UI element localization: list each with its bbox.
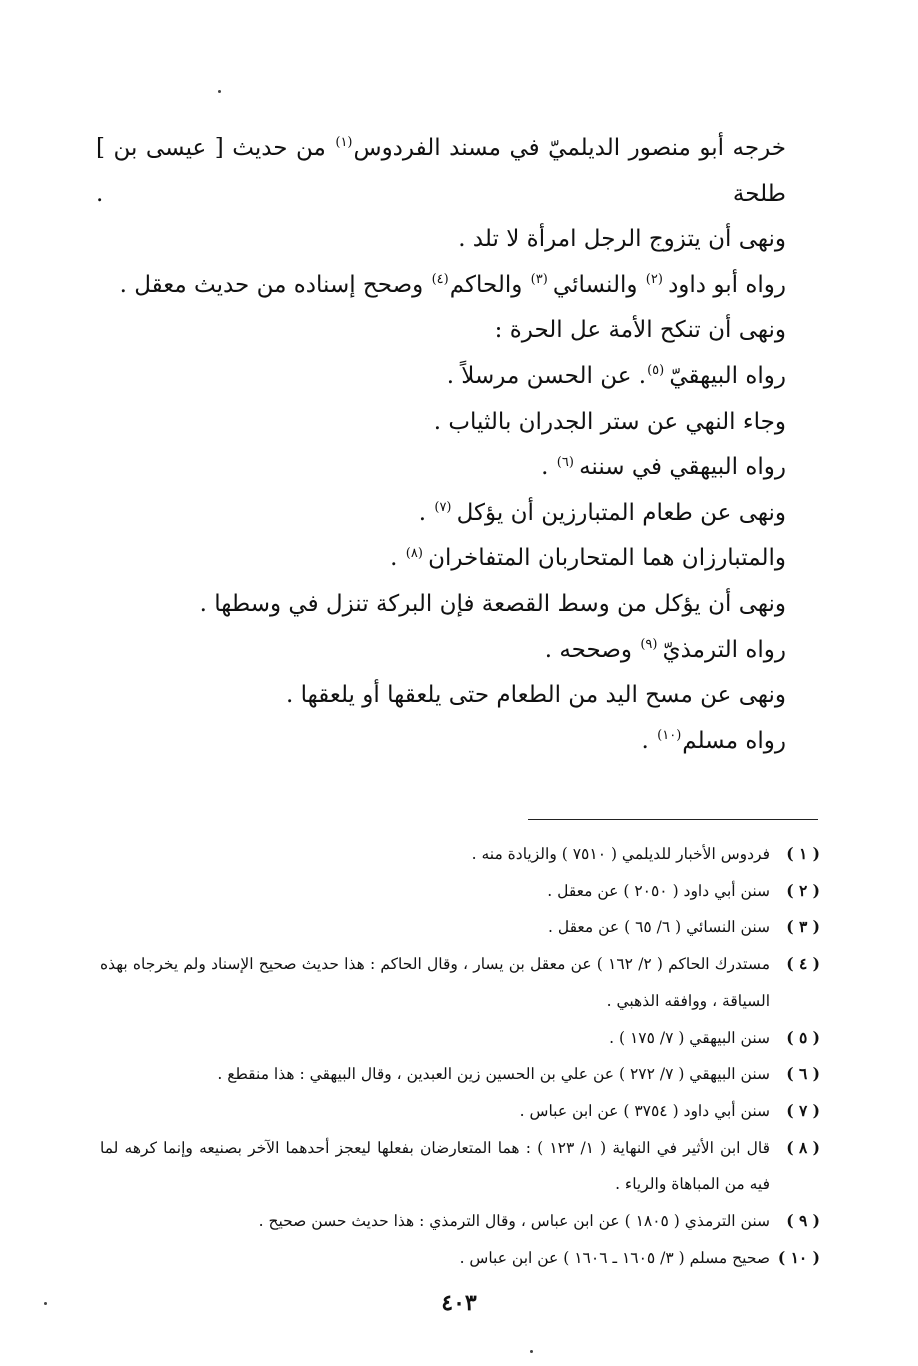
footnote-ref[interactable]: (٤) [431, 272, 449, 288]
text-line: ونهى أن يؤكل من وسط القصعة فإن البركة تنزل في وسطها . [199, 590, 786, 617]
footnote-ref[interactable]: (١) [335, 135, 353, 151]
footnote-ref[interactable]: (٥) [647, 363, 669, 379]
main-text-body [96, 126, 786, 764]
footnote-text: سنن البيهقي ( ٧/ ١٧٥ ) . [609, 1028, 770, 1047]
footnote-number: ( ١ ) [786, 844, 820, 863]
text-line: رواه أبو داود $^{(٢)}$ والنسائي $^{(٣)}$ والحاكم$^{(٤)}$ وصحح إسناده من حديث معقل . [119, 271, 786, 298]
footnote-text: سنن البيهقي ( ٧/ ٢٧٢ ) عن علي بن الحسين زين العبدين ، وقال البيهقي : هذا منقطع . [217, 1065, 770, 1084]
footnote-ref[interactable]: (٧) [434, 500, 456, 516]
text-line: والمتبارزان هما المتحاربان المتفاخران $^{(٨)}$ . [390, 545, 786, 572]
footnote-text: سنن أبي داود ( ٢٠٥٠ ) عن معقل . [547, 881, 770, 900]
footnote-text: فردوس الأخبار للديلمي ( ٧٥١٠ ) والزيادة منه . [471, 845, 770, 863]
footnote-number: ( ٤ ) [786, 954, 820, 974]
footnote-number: ( ٢ ) [786, 880, 820, 900]
text-line: خرجه أبو منصور الديلميّ في مسند الفردوس$^{(١)}$ من حديث [ عيسى بن ] طلحة . [96, 135, 786, 207]
footnote-item [100, 909, 820, 946]
text-line: وجاء النهي عن ستر الجدران بالثياب . [433, 408, 786, 435]
footnote-number: ( ٧ ) [786, 1100, 820, 1120]
footnote-number: ( ٨ ) [786, 1137, 820, 1157]
footnotes [100, 836, 820, 1276]
footnote-number: ( ٩ ) [786, 1211, 820, 1231]
footnote-text: سنن أبي داود ( ٣٧٥٤ ) عن ابن عباس . [519, 1101, 770, 1120]
footnote-text: سنن الترمذي ( ١٨٠٥ ) عن ابن عباس ، وقال الترمذي : هذا حديث حسن صحيح . [258, 1212, 770, 1231]
footnote-number: ( ٦ ) [786, 1064, 820, 1084]
footnote-number: ( ٣ ) [786, 917, 820, 937]
footnote-item [100, 1020, 820, 1057]
footnote-number: ( ١٠ ) [777, 1247, 820, 1267]
footnote-ref[interactable]: (٢) [645, 272, 668, 288]
footnote-ref[interactable]: (٦) [556, 454, 579, 470]
footnote-text: مستدرك الحاكم ( ٢/ ١٦٢ ) عن معقل بن يسار ، وقال الحاكم : هذا حديث صحيح الإسناد ولم يخرجاه بهذه السياقة ، ووافقه الذهبي . [100, 955, 770, 1010]
page-number: ٤٠٣ [441, 1290, 477, 1316]
footnote-item [100, 1093, 820, 1130]
text-line: رواه مسلم$^{(١٠)}$ . [641, 727, 786, 754]
footnote-text: صحيح مسلم ( ٣/ ١٦٠٥ ـ ١٦٠٦ ) عن ابن عباس . [459, 1248, 770, 1267]
text-line: ونهى أن يتزوج الرجل امرأة لا تلد . [458, 226, 786, 253]
footnote-number: ( ٥ ) [786, 1027, 820, 1047]
footnote-item [100, 836, 820, 873]
footnote-item [100, 873, 820, 910]
text-line: ونهى عن مسح اليد من الطعام حتى يلعقها أو يلعقها . [285, 682, 786, 709]
scan-speck [530, 1350, 533, 1353]
footnote-item [100, 1203, 820, 1240]
scan-speck [44, 1302, 47, 1305]
footnote-text: سنن النسائي ( ٦/ ٦٥ ) عن معقل . [547, 918, 770, 937]
footnote-ref[interactable]: (٣) [530, 272, 552, 288]
footnote-item [100, 1130, 820, 1203]
text-line: رواه الترمذيّ $^{(٩)}$ وصححه . [544, 636, 786, 663]
footnote-item [100, 1056, 820, 1093]
footnote-text: قال ابن الأثير في النهاية ( ١/ ١٢٣ ) : هما المتعارضان بفعلها ليعجز أحدهما الآخر بصنيعه وإنما كرهه لما فيه من المباهاة والرياء . [100, 1138, 770, 1194]
text-line: ونهى عن طعام المتبارزين أن يؤكل $^{(٧)}$ . [418, 499, 786, 526]
footnote-ref[interactable]: (١٠) [657, 728, 682, 744]
text-line: رواه البيهقي في سننه $^{(٦)}$ . [541, 454, 786, 481]
scan-speck [218, 90, 221, 93]
footnote-separator [528, 819, 818, 820]
footnote-ref[interactable]: (٨) [405, 545, 428, 561]
footnote-item [100, 1240, 820, 1277]
footnote-item [100, 946, 820, 1019]
footnote-ref[interactable]: (٩) [640, 636, 662, 652]
text-line: ونهى أن تنكح الأمة عل الحرة : [494, 317, 786, 344]
text-line: رواه البيهقيّ $^{(٥)}$. عن الحسن مرسلاً . [446, 362, 786, 389]
